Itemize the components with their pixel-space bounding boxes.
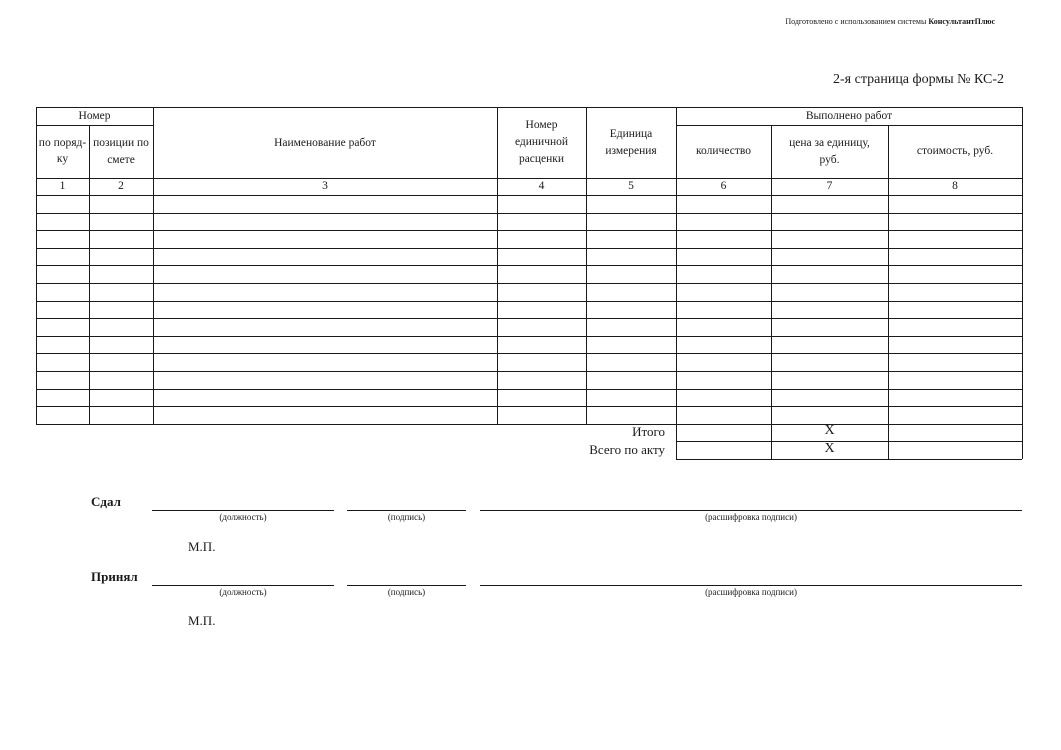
row-border [36,230,1022,231]
row-border [36,389,1022,390]
row-border [36,353,1022,354]
column-border [89,125,90,424]
row-border [36,336,1022,337]
accepted-position-caption: (должность) [219,587,267,597]
header-note-prefix: Подготовлено с использованием системы [785,17,927,26]
header-note-brand: КонсультантПлюс [928,17,995,26]
accepted-transcript-caption: (расшифровка подписи) [705,587,797,597]
total-price-mark: Х [824,441,835,456]
number-row-bottom-border [36,195,1022,196]
row-border [36,248,1022,249]
header-rate-number: Номер единичной расценки [514,119,569,165]
header-split-done [676,125,1022,126]
column-number-8: 8 [952,180,958,193]
accepted-signature-caption: (подпись) [387,587,426,597]
itogo-label: Итого [632,424,665,439]
totals-bottom-border [676,459,1022,460]
handed-signature-caption: (подпись) [387,512,426,522]
accepted-signature-line[interactable] [347,585,466,586]
header-position: позиции по смете [93,136,149,166]
column-number-5: 5 [628,180,634,193]
handed-transcript-line[interactable] [480,510,1022,511]
header-cost: стоимость, руб. [916,145,994,158]
row-border [36,283,1022,284]
column-number-4: 4 [538,180,545,193]
table-top-border [36,107,1022,108]
header-note [650,17,995,26]
column-number-2: 2 [118,180,124,193]
row-border [36,265,1022,266]
column-border [153,107,154,424]
total-by-act-label: Всего по акту [589,442,665,457]
header-work-name: Наименование работ [274,137,376,149]
row-border [36,406,1022,407]
row-border [36,371,1022,372]
handed-transcript-caption: (расшифровка подписи) [705,512,797,522]
header-group-number: Номер [78,109,111,122]
column-border [676,107,677,459]
column-number-6: 6 [720,180,727,193]
column-border [1022,107,1023,459]
accepted-stamp-label: М.П. [188,613,216,628]
handed-signature-line[interactable] [347,510,466,511]
column-border [888,125,889,459]
row-border [36,213,1022,214]
column-number-3: 3 [322,180,328,193]
row-border [36,318,1022,319]
header-split-number [36,125,153,126]
header-order: по поряд-ку [38,136,87,165]
column-border [36,107,37,424]
header-unit: Единица измерения [605,127,657,157]
row-border [36,301,1022,302]
column-number-1: 1 [59,180,66,193]
handed-position-line[interactable] [152,510,334,511]
itogo-price-mark: Х [824,423,835,438]
accepted-label: Принял [91,569,138,584]
handed-label: Сдал [91,494,121,509]
accepted-transcript-line[interactable] [480,585,1022,586]
handed-stamp-label: М.П. [188,539,216,554]
header-group-done: Выполнено работ [805,109,893,122]
column-border [586,107,587,424]
header-unit-price: цена за единицу, руб. [789,136,870,166]
header-bottom-border [36,178,1022,179]
column-border [497,107,498,424]
page-title: 2-я страница формы № КС-2 [833,72,1004,87]
header-quantity: количество [696,145,751,158]
handed-position-caption: (должность) [219,512,267,522]
column-number-7: 7 [826,180,833,193]
accepted-position-line[interactable] [152,585,334,586]
column-border [771,125,772,459]
